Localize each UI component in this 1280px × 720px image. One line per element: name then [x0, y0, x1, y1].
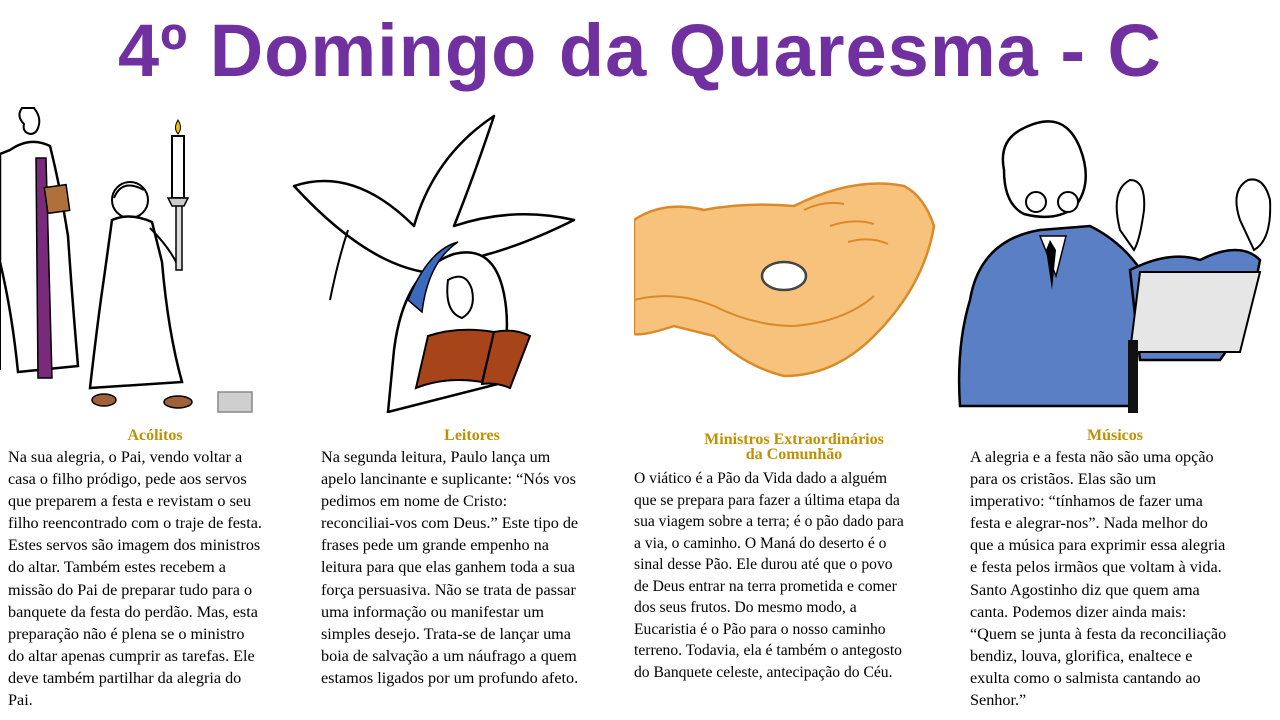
column-text-musicos: A alegria e a festa não são uma opção para os cristãos. Elas são um imperativo: “tínhamos de fazer uma festa e alegrar-nos”. Nada melhor do que a música para exprimir essa alegria e festa pelos irmãos que voltam à vida. Santo Agostinho diz que quem ama canta. Podemos dizer ainda mais: “Quem se junta à festa da reconciliação bendiz, louva, glorifica, enaltece e exulta como o salmista cantando ao Senhor.” [970, 448, 1227, 710]
column-heading-ministros: Ministros Extraordinários da Comunhão [704, 431, 884, 463]
column-heading-musicos: Músicos [1087, 427, 1143, 444]
hands-host-icon [634, 100, 944, 413]
column-heading-acolitos: Acólitos [127, 427, 183, 444]
altar-servers-icon [0, 100, 258, 413]
column-heading-leitores: Leitores [444, 427, 500, 444]
music-conductor-icon [950, 100, 1280, 413]
page-title: 4º Domingo da Quaresma - C [117, 9, 1162, 92]
column-text-ministros: O viático é a Pão da Vida dado a alguém que se prepara para fazer a última etapa da sua viagem sobre a terra; é o pão dado para a via, o caminho. O Maná do deserto é o sinal desse Pão. Ele durou até que o povo de Deus entrar na terra prometida e comer dos seus frutos. Do mesmo modo, a Eucaristia é o Pão para o nosso caminho terreno. Todavia, ela é também o antegosto do Banquete celeste, antecipação do Céu. [634, 470, 904, 681]
reader-dove-icon [288, 100, 588, 413]
column-text-leitores: Na segunda leitura, Paulo lança um apelo lancinante e suplicante: “Nós vos pedimos em nome de Cristo: reconciliai-vos com Deus.” Este tipo de frases pede um grande empenho na leitura para que elas ganhem toda a sua força persuasiva. Não se trata de passar uma informação ou manifestar um simples desejo. Trata-se de lançar uma boia de salvação a um náufrago a quem estamos ligados por um profundo afeto. [321, 448, 579, 687]
column-text-acolitos: Na sua alegria, o Pai, vendo voltar a casa o filho pródigo, pede aos servos que preparem a festa e revistam o seu filho reencontrado com o traje de festa. Estes servos são imagem dos ministros do altar. Também estes recebem a missão do Pai de preparar tudo para o banquete da festa do perdão. Mas, esta preparação não é plena se o ministro do altar apenas cumprir as tarefas. Ele deve também partilhar da alegria do Pai. [8, 448, 262, 710]
